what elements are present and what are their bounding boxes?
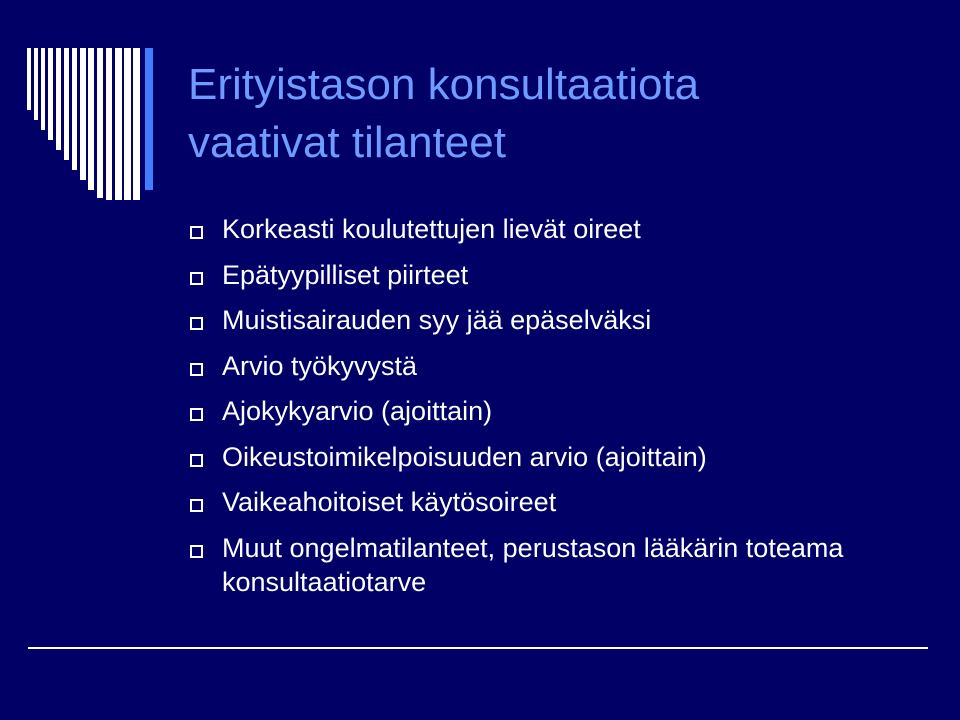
- stripe: [64, 48, 69, 160]
- hollow-square-icon: [190, 408, 203, 421]
- bullet-text: Oikeustoimikelpoisuuden arvio (ajoittain): [222, 441, 707, 472]
- bullet-text: Korkeasti koulutettujen lievät oireet: [222, 214, 641, 244]
- hollow-square-icon: [190, 545, 203, 558]
- decorative-stripes: [0, 0, 160, 200]
- hollow-square-icon: [190, 226, 203, 239]
- stripe: [133, 48, 140, 200]
- bullet-item: [186, 349, 926, 383]
- stripe: [115, 48, 122, 200]
- bullet-item: [186, 258, 926, 292]
- bullet-text: Vaikeahoitoiset käytösoireet: [222, 487, 557, 517]
- bullet-list: [186, 212, 926, 610]
- slide-title: [188, 56, 928, 172]
- bullet-text: Arvio työkyvystä: [222, 350, 418, 381]
- stripe: [27, 48, 31, 110]
- hollow-square-icon: [190, 363, 203, 376]
- bottom-divider: [28, 647, 928, 649]
- bullet-item: [186, 303, 926, 337]
- stripe: [48, 48, 53, 140]
- stripe: [41, 48, 45, 130]
- accent-stripe: [145, 48, 153, 190]
- hollow-square-icon: [190, 272, 203, 285]
- bullet-text: Epätyypilliset piirteet: [222, 259, 469, 290]
- bullet-item: [186, 531, 926, 599]
- bullet-text: Muistisairauden syy jää epäselväksi: [222, 305, 652, 335]
- stripe: [124, 48, 131, 200]
- stripe: [106, 48, 112, 200]
- bullet-item: [186, 440, 926, 474]
- bullet-item: [186, 394, 926, 428]
- bullet-item: [186, 212, 926, 246]
- hollow-square-icon: [190, 499, 203, 512]
- stripe: [56, 48, 61, 150]
- hollow-square-icon: [190, 317, 203, 330]
- stripe: [34, 48, 38, 120]
- bullet-text: Ajokykyarvio (ajoittain): [222, 396, 493, 426]
- stripe: [72, 48, 77, 170]
- title-line-1: Erityistason konsultaatiota: [188, 60, 700, 109]
- hollow-square-icon: [190, 454, 203, 467]
- stripe: [80, 48, 86, 180]
- bullet-text: Muut ongelmatilanteet, perustason lääkärin toteama konsultaatiotarve: [222, 532, 844, 597]
- stripe: [88, 48, 94, 190]
- bullet-item: [186, 485, 926, 519]
- title-line-2: vaativat tilanteet: [188, 118, 506, 167]
- stripe: [97, 48, 103, 198]
